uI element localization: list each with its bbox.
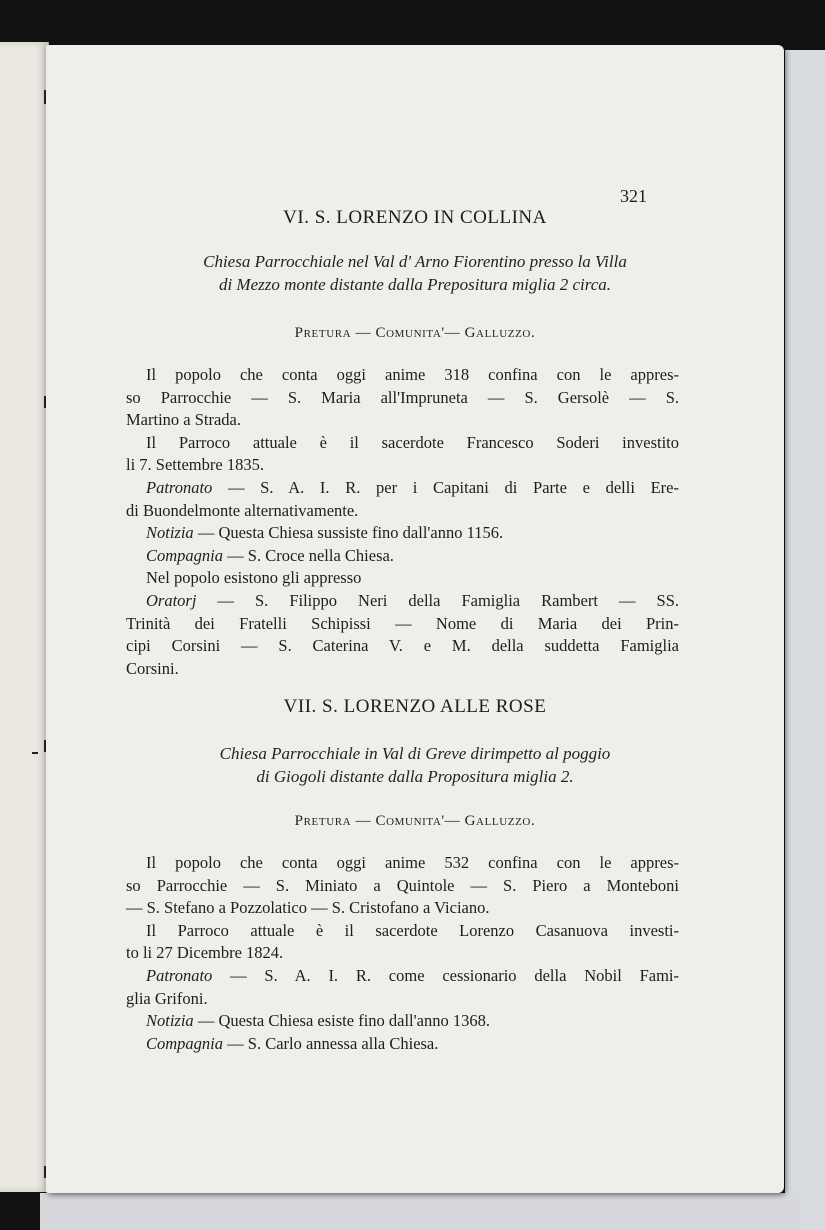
body-line: Il Parroco attuale è il sacerdote Francesco Soderi investito <box>146 432 679 452</box>
jurisdiction-line: Pretura — Comunita'— Galluzzo. <box>294 325 536 341</box>
description-line: Chiesa Parrocchiale in Val di Greve dirimpetto al poggio <box>219 744 611 763</box>
body-line: Oratorj — S. Filippo Neri della Famiglia Rambert — SS. <box>146 590 679 610</box>
body-line: glia Grifoni. <box>126 988 208 1008</box>
body-line: Il Parroco attuale è il sacerdote Lorenzo Casanuova investi- <box>146 920 679 940</box>
body-line: Il popolo che conta oggi anime 318 confina con le appres- <box>146 365 679 384</box>
section-heading: VII. S. LORENZO ALLE ROSE <box>283 696 547 717</box>
body-line: Patronato — S. A. I. R. per i Capitani di Parte e delli Ere- <box>146 477 679 497</box>
body-line: Patronato — S. A. I. R. come cessionario della Nobil Fami- <box>146 965 679 985</box>
facing-page-edge <box>0 42 49 1192</box>
body-line: Notizia — Questa Chiesa sussiste fino dall'anno 1156. <box>146 523 504 543</box>
body-line: Compagnia — S. Croce nella Chiesa. <box>146 545 394 565</box>
body-line: Trinità dei Fratelli Schipissi — Nome di Maria dei Prin- <box>126 613 679 633</box>
background-bottom <box>40 1193 800 1230</box>
body-line: Il popolo che conta oggi anime 532 confina con le appres- <box>146 853 679 872</box>
body-line: so Parrocchie — S. Maria all'Impruneta — S. Gersolè — S. <box>126 387 679 407</box>
book-page <box>46 45 784 1193</box>
description-line: di Giogoli distante dalla Propositura miglia 2. <box>256 767 574 786</box>
body-line: to li 27 Dicembre 1824. <box>126 943 284 963</box>
body-line: li 7. Settembre 1835. <box>126 455 264 475</box>
background-right <box>785 50 825 1230</box>
body-line: Notizia — Questa Chiesa esiste fino dall'anno 1368. <box>146 1011 490 1031</box>
body-line: — S. Stefano a Pozzolatico — S. Cristofano a Viciano. <box>126 898 490 918</box>
church-description <box>46 250 784 296</box>
body-line: Nel popolo esistono gli appresso <box>146 568 362 588</box>
margin-mark <box>32 752 38 754</box>
jurisdiction-line: Pretura — Comunita'— Galluzzo. <box>294 813 536 829</box>
section-heading: VI. S. LORENZO IN COLLINA <box>283 207 547 228</box>
body-line: so Parrocchie — S. Miniato a Quintole — S. Piero a Monteboni <box>126 875 679 895</box>
page-number: 321 <box>620 186 647 206</box>
body-line: Corsini. <box>126 658 179 678</box>
section-body <box>126 364 679 680</box>
description-line: Chiesa Parrocchiale nel Val d' Arno Fiorentino presso la Villa <box>203 252 627 271</box>
section-body <box>126 852 679 1055</box>
church-description <box>46 742 784 788</box>
body-line: di Buondelmonte alternativamente. <box>126 500 359 520</box>
body-line: cipi Corsini — S. Caterina V. e M. della suddetta Famiglia <box>126 636 679 656</box>
body-line: Martino a Strada. <box>126 410 242 430</box>
description-line: di Mezzo monte distante dalla Prepositura miglia 2 circa. <box>218 275 612 294</box>
body-line: Compagnia — S. Carlo annessa alla Chiesa. <box>146 1033 439 1053</box>
